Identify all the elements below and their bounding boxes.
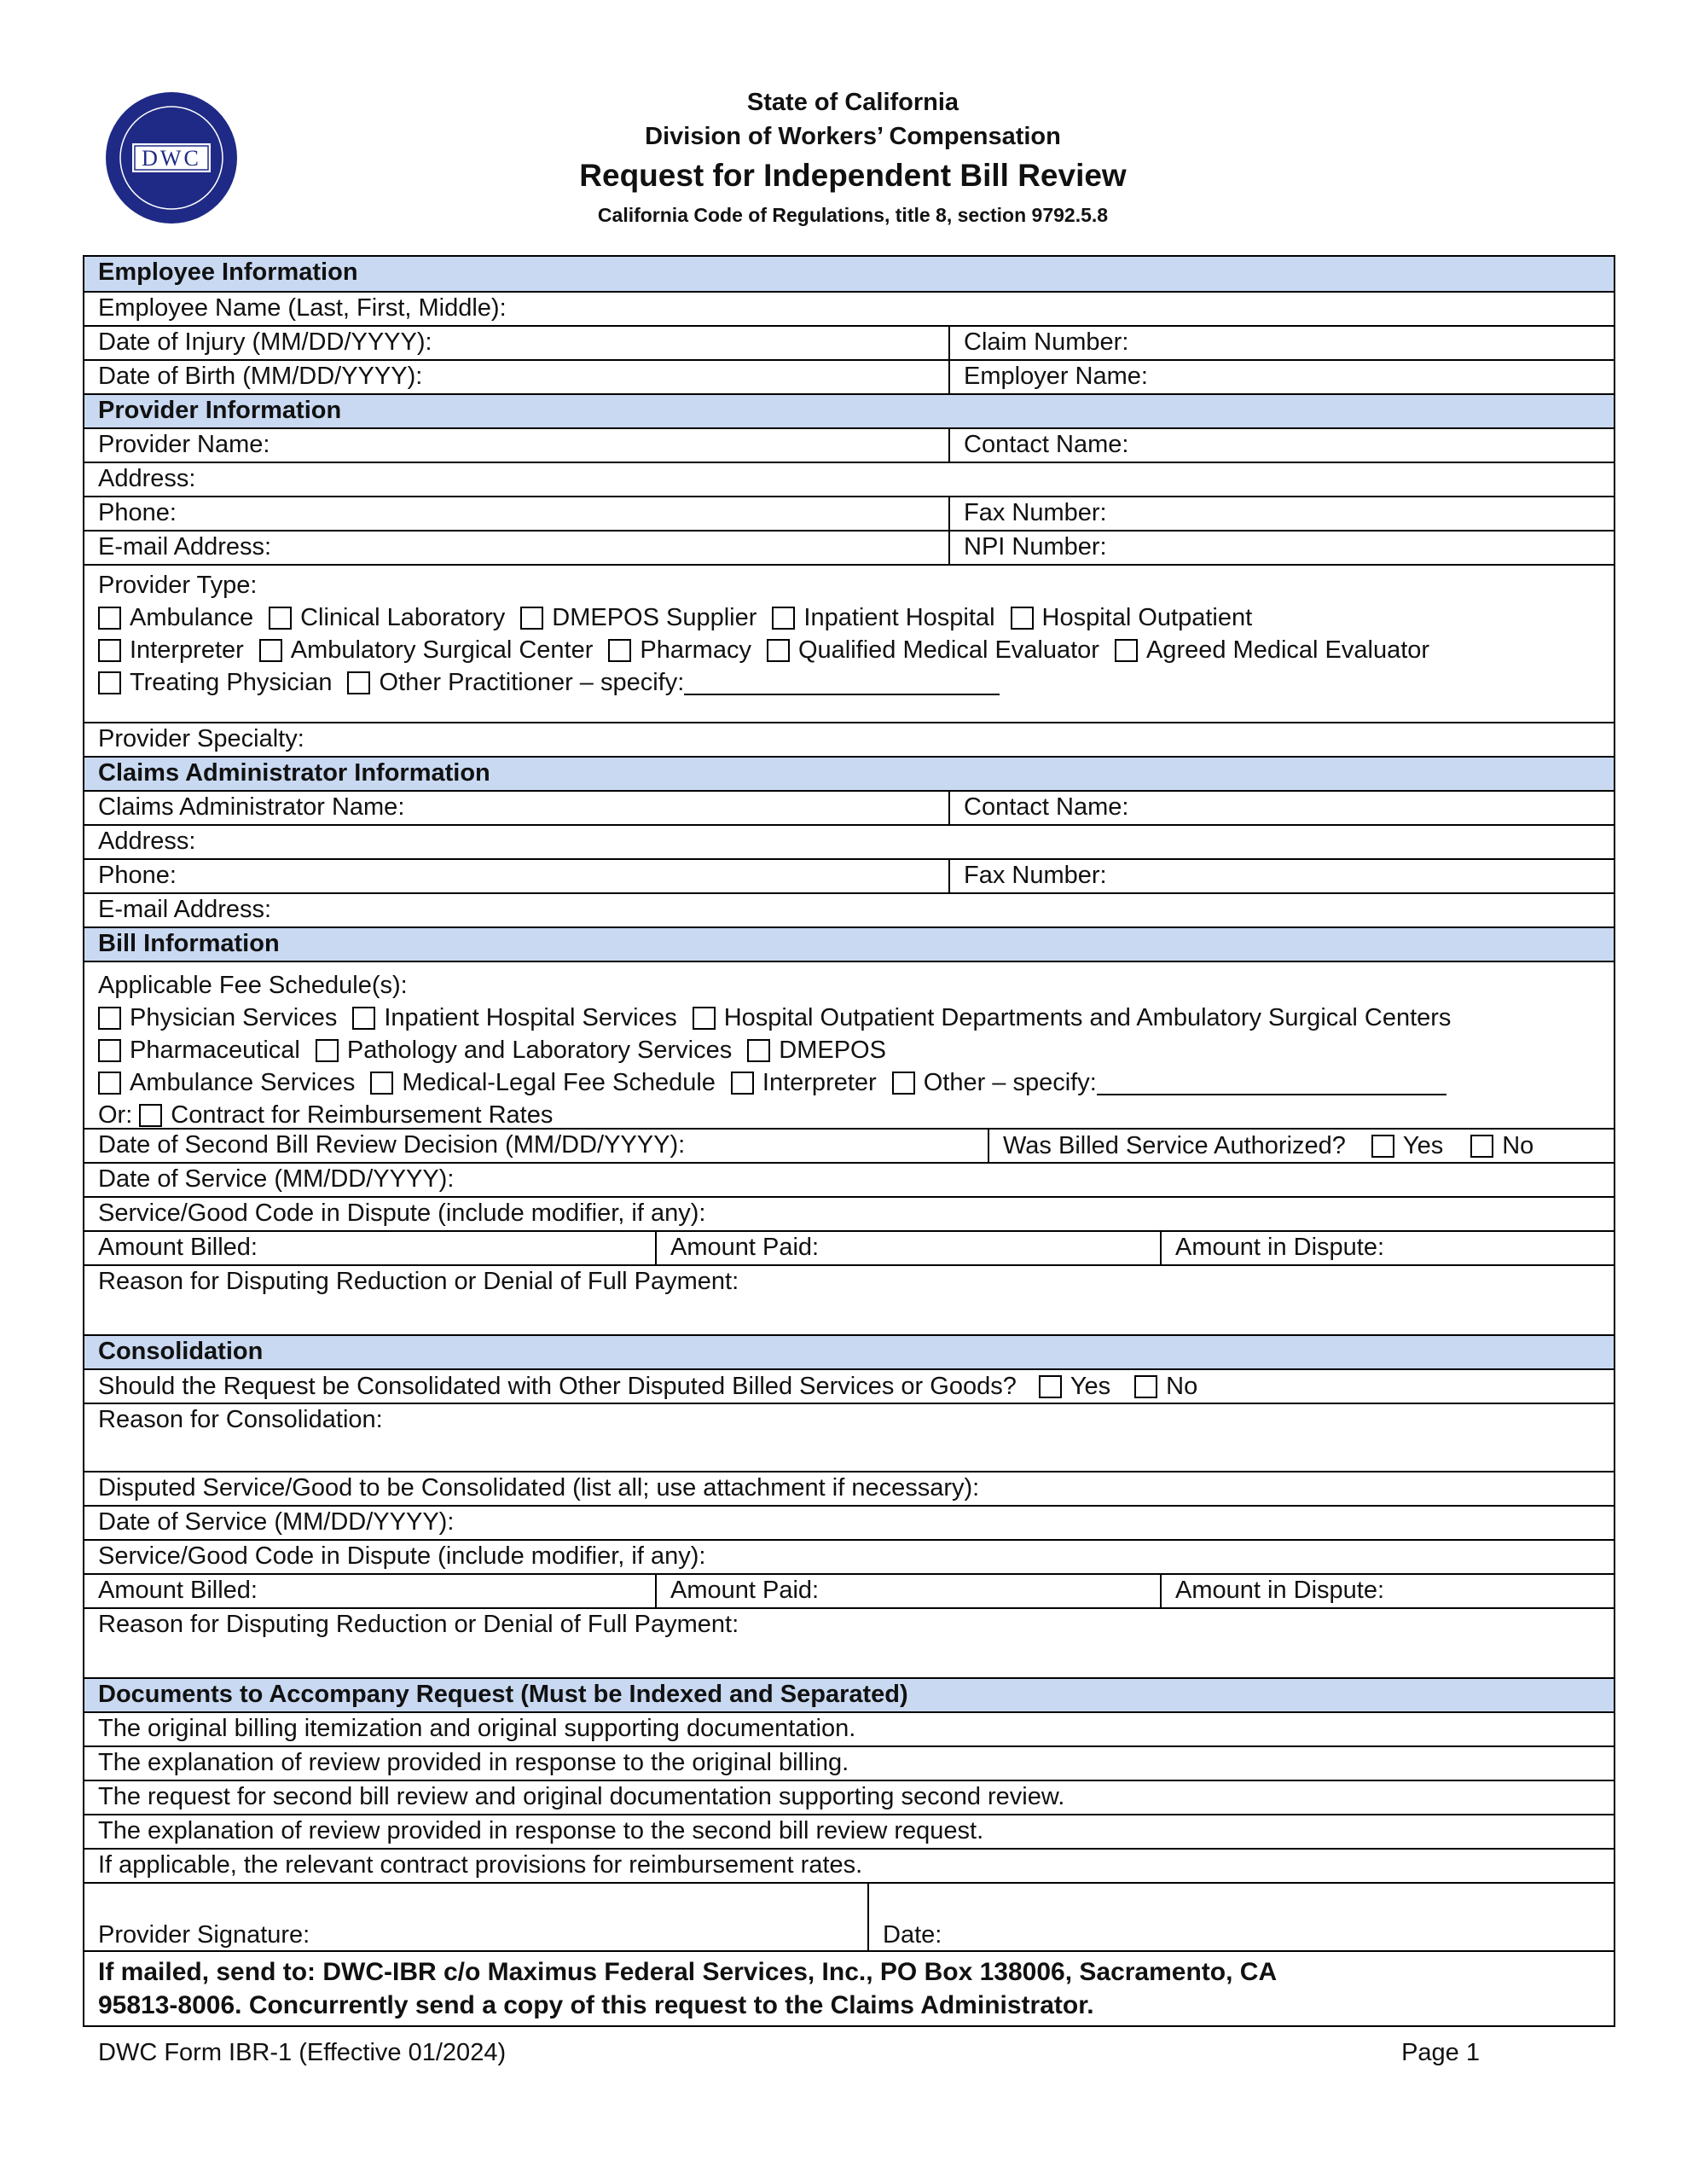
checkbox[interactable] xyxy=(1371,1135,1394,1158)
document-item-text: The original billing itemization and original supporting documentation. xyxy=(98,1715,856,1742)
contract-row xyxy=(98,1099,1600,1131)
specify-line[interactable] xyxy=(1097,1070,1446,1095)
mailing-instructions xyxy=(84,1950,1614,2025)
consolidate-question xyxy=(84,1370,1614,1403)
checkbox[interactable] xyxy=(1134,1375,1157,1398)
claims-admin-email-field[interactable]: E-mail Address: xyxy=(98,896,272,923)
document-item xyxy=(84,1848,1614,1882)
bill-dos-row xyxy=(84,1162,1614,1196)
claims-admin-address-row xyxy=(84,824,1614,858)
option-label: Qualified Medical Evaluator xyxy=(797,636,1099,664)
checkbox[interactable] xyxy=(772,607,795,630)
fee-schedule-row-2 xyxy=(98,1034,1600,1066)
authorized-label: Was Billed Service Authorized? xyxy=(1003,1132,1346,1159)
option-label: Interpreter xyxy=(762,1069,877,1096)
checkbox[interactable] xyxy=(1470,1135,1493,1158)
option-contract-reimbursement[interactable] xyxy=(139,1099,553,1131)
option-clinical-laboratory[interactable] xyxy=(269,601,505,634)
checkbox[interactable] xyxy=(98,1072,121,1095)
claims-admin-phone-field[interactable]: Phone: xyxy=(98,862,177,889)
provider-specialty-field[interactable]: Provider Specialty: xyxy=(98,725,304,752)
option-label: Agreed Medical Evaluator xyxy=(1145,636,1430,664)
section-employee-information xyxy=(84,257,1614,291)
option-label: Ambulatory Surgical Center xyxy=(290,636,594,664)
claims-admin-contact-field[interactable]: Contact Name: xyxy=(948,792,1614,824)
checkbox[interactable] xyxy=(98,1039,121,1062)
option-label: Hospital Outpatient xyxy=(1041,604,1253,631)
section-bill-information xyxy=(84,926,1614,961)
consolidate-yes[interactable] xyxy=(1039,1371,1110,1402)
option-medical-legal[interactable] xyxy=(370,1066,716,1099)
consolidation-reason-field[interactable]: Reason for Consolidation: xyxy=(98,1406,383,1433)
fee-schedule-row-1 xyxy=(98,1002,1600,1034)
injury-claim-row xyxy=(84,325,1614,359)
section-consolidation xyxy=(84,1334,1614,1368)
option-label: DMEPOS Supplier xyxy=(552,604,757,631)
consolidation-service-code-field[interactable]: Service/Good Code in Dispute (include modifier, if any): xyxy=(98,1542,706,1570)
claims-admin-email-row xyxy=(84,892,1614,926)
option-other-fee[interactable] xyxy=(892,1066,1446,1099)
option-hospital-outpatient[interactable] xyxy=(1011,601,1253,634)
option-qualified-medical-evaluator[interactable] xyxy=(767,634,1099,666)
bill-code-row xyxy=(84,1196,1614,1230)
option-label: No xyxy=(1502,1132,1534,1159)
option-physician-services[interactable] xyxy=(98,1002,337,1034)
employer-name-field[interactable]: Employer Name: xyxy=(948,361,1614,393)
checkbox[interactable] xyxy=(98,1007,121,1030)
mailing-line-1: If mailed, send to: DWC-IBR c/o Maximus Federal Services, Inc., PO Box 138006, Sacramento, CA xyxy=(98,1958,1278,1986)
document-item-text: The explanation of review provided in response to the second bill review request. xyxy=(98,1817,984,1844)
provider-type-row-1 xyxy=(98,601,1600,634)
checkbox[interactable] xyxy=(608,639,631,662)
checkbox[interactable] xyxy=(1039,1375,1062,1398)
option-label: Hospital Outpatient Departments and Ambulatory Surgical Centers xyxy=(723,1004,1452,1031)
fee-schedule-row-3 xyxy=(98,1066,1600,1099)
or-label: Or: xyxy=(98,1101,133,1129)
signature-row xyxy=(84,1882,1614,1950)
authorized-question xyxy=(988,1130,1614,1162)
checkbox[interactable] xyxy=(259,639,282,662)
logo-text: DWC xyxy=(142,146,201,171)
option-label: Pharmacy xyxy=(640,636,751,664)
second-review-row xyxy=(84,1128,1614,1162)
option-label: Inpatient Hospital Services xyxy=(384,1004,677,1031)
division-title: Division of Workers’ Compensation xyxy=(645,123,1061,150)
consolidation-amount-paid-field[interactable]: Amount Paid: xyxy=(655,1575,1160,1607)
document-item-text: The explanation of review provided in response to the original billing. xyxy=(98,1749,849,1776)
checkbox[interactable] xyxy=(139,1104,162,1127)
state-title: State of California xyxy=(746,89,959,116)
provider-type-row-2 xyxy=(98,634,1600,666)
section-title: Employee Information xyxy=(98,258,358,286)
option-label: Inpatient Hospital xyxy=(803,604,995,631)
form-title: Request for Independent Bill Review xyxy=(579,158,1127,193)
date-of-birth-field[interactable]: Date of Birth (MM/DD/YYYY): xyxy=(98,363,423,390)
disputed-consolidated-row xyxy=(84,1471,1614,1505)
consolidation-date-of-service-field[interactable]: Date of Service (MM/DD/YYYY): xyxy=(98,1508,455,1536)
document-item xyxy=(84,1814,1614,1848)
option-inpatient-hospital[interactable] xyxy=(772,601,994,634)
provider-email-field[interactable]: E-mail Address: xyxy=(98,533,272,561)
employee-name-row[interactable] xyxy=(84,291,1614,325)
checkbox[interactable] xyxy=(98,639,121,662)
amount-paid-field[interactable]: Amount Paid: xyxy=(655,1232,1160,1264)
checkbox[interactable] xyxy=(731,1072,754,1095)
consolidation-reason-row xyxy=(84,1403,1614,1471)
document-item xyxy=(84,1780,1614,1814)
dob-employer-row xyxy=(84,359,1614,393)
option-label: Medical-Legal Fee Schedule xyxy=(402,1069,716,1096)
checkbox[interactable] xyxy=(520,607,543,630)
claims-admin-name-field[interactable]: Claims Administrator Name: xyxy=(98,793,405,821)
section-provider-information xyxy=(84,393,1614,427)
option-pharmaceutical[interactable] xyxy=(98,1034,300,1066)
provider-phone-field[interactable]: Phone: xyxy=(98,499,177,526)
document-item xyxy=(84,1711,1614,1745)
option-agreed-medical-evaluator[interactable] xyxy=(1115,634,1429,666)
checkbox[interactable] xyxy=(98,607,121,630)
checkbox[interactable] xyxy=(767,639,790,662)
page-number: Page 1 xyxy=(1401,2039,1480,2066)
provider-type-label: Provider Type: xyxy=(98,572,258,599)
option-label: Interpreter xyxy=(130,636,244,664)
bill-amounts-row xyxy=(84,1230,1614,1264)
provider-address-row xyxy=(84,462,1614,496)
disputed-consolidated-field[interactable]: Disputed Service/Good to be Consolidated (list all; use attachment if necessary): xyxy=(98,1474,980,1502)
checkbox[interactable] xyxy=(347,671,370,694)
dwc-logo xyxy=(104,90,239,225)
provider-signature-field[interactable] xyxy=(84,1884,867,1950)
option-label: Other – specify: xyxy=(923,1069,1097,1096)
option-interpreter[interactable] xyxy=(98,634,244,666)
claims-admin-name-row xyxy=(84,790,1614,824)
dispute-reason-field[interactable]: Reason for Disputing Reduction or Denial of Full Payment: xyxy=(98,1268,739,1295)
option-pathology-laboratory[interactable] xyxy=(316,1034,732,1066)
claims-admin-phone-row xyxy=(84,858,1614,892)
section-documents xyxy=(84,1677,1614,1711)
date-of-injury-field[interactable]: Date of Injury (MM/DD/YYYY): xyxy=(98,328,432,356)
option-label: Pathology and Laboratory Services xyxy=(346,1037,733,1064)
consolidation-reason2-row xyxy=(84,1607,1614,1677)
provider-email-row xyxy=(84,530,1614,564)
provider-contact-row xyxy=(84,427,1614,462)
amount-in-dispute-field[interactable]: Amount in Dispute: xyxy=(1160,1232,1614,1264)
option-dmepos[interactable] xyxy=(747,1034,886,1066)
authorized-yes[interactable] xyxy=(1371,1130,1443,1161)
checkbox[interactable] xyxy=(370,1072,393,1095)
option-label: Yes xyxy=(1402,1132,1444,1159)
option-label: Clinical Laboratory xyxy=(300,604,506,631)
ibr-form xyxy=(83,255,1615,2027)
checkbox[interactable] xyxy=(1115,639,1138,662)
option-label: Physician Services xyxy=(130,1004,338,1031)
mailing-line-2: 95813-8006. Concurrently send a copy of this request to the Claims Administrator. xyxy=(98,1991,1094,2019)
option-ambulatory-surgical-center[interactable] xyxy=(259,634,594,666)
consolidate-no[interactable] xyxy=(1134,1371,1197,1402)
service-code-field[interactable]: Service/Good Code in Dispute (include modifier, if any): xyxy=(98,1199,706,1227)
checkbox[interactable] xyxy=(316,1039,339,1062)
claims-admin-fax-field[interactable]: Fax Number: xyxy=(948,860,1614,892)
checkbox[interactable] xyxy=(693,1007,716,1030)
provider-specialty-row xyxy=(84,722,1614,756)
option-interpreter-fee[interactable] xyxy=(731,1066,877,1099)
option-hospital-outpatient-departments[interactable] xyxy=(693,1002,1452,1034)
date-of-service-field[interactable]: Date of Service (MM/DD/YYYY): xyxy=(98,1165,455,1193)
document-item xyxy=(84,1745,1614,1780)
second-review-date-field[interactable]: Date of Second Bill Review Decision (MM/DD/YYYY): xyxy=(98,1131,686,1159)
option-dmepos-supplier[interactable] xyxy=(520,601,757,634)
consolidation-amount-billed-field[interactable]: Amount Billed: xyxy=(98,1577,258,1604)
checkbox[interactable] xyxy=(352,1007,375,1030)
section-title: Consolidation xyxy=(98,1338,264,1365)
option-label: No xyxy=(1166,1373,1198,1400)
option-label: Ambulance xyxy=(130,604,254,631)
checkbox[interactable] xyxy=(98,671,121,694)
consolidation-dispute-reason-field[interactable]: Reason for Disputing Reduction or Denial of Full Payment: xyxy=(98,1611,739,1638)
specify-line[interactable] xyxy=(684,670,1000,695)
option-pharmacy[interactable] xyxy=(608,634,751,666)
consolidation-amounts-row xyxy=(84,1573,1614,1607)
provider-phone-row xyxy=(84,496,1614,530)
provider-address-field[interactable]: Address: xyxy=(98,465,196,492)
option-label: Other Practitioner – specify: xyxy=(379,669,685,696)
regulation-citation: California Code of Regulations, title 8, section 9792.5.8 xyxy=(597,204,1109,226)
option-label: Yes xyxy=(1070,1373,1111,1400)
option-inpatient-hospital-services[interactable] xyxy=(352,1002,676,1034)
document-item-text: If applicable, the relevant contract provisions for reimbursement rates. xyxy=(98,1851,863,1879)
provider-type-block xyxy=(84,564,1614,722)
provider-name-field[interactable]: Provider Name: xyxy=(98,431,270,458)
option-label: Treating Physician xyxy=(130,669,333,696)
checkbox[interactable] xyxy=(1011,607,1034,630)
date-label: Date: xyxy=(883,1921,942,1949)
consolidation-dos-row xyxy=(84,1505,1614,1539)
document-item-text: The request for second bill review and original documentation supporting second review. xyxy=(98,1783,1065,1810)
checkbox[interactable] xyxy=(892,1072,915,1095)
section-title: Bill Information xyxy=(98,930,280,957)
signature-label: Provider Signature: xyxy=(98,1921,310,1949)
signature-date-field[interactable] xyxy=(867,1884,1614,1950)
claim-number-field[interactable]: Claim Number: xyxy=(948,327,1614,359)
provider-contact-name-field[interactable]: Contact Name: xyxy=(948,429,1614,462)
option-label: Contract for Reimbursement Rates xyxy=(171,1101,554,1129)
section-title: Provider Information xyxy=(98,397,342,424)
checkbox[interactable] xyxy=(269,607,292,630)
option-label: DMEPOS xyxy=(779,1037,886,1064)
provider-fax-field[interactable]: Fax Number: xyxy=(948,497,1614,530)
option-label: Pharmaceutical xyxy=(130,1037,300,1064)
amount-billed-field[interactable]: Amount Billed: xyxy=(98,1234,258,1261)
page-footer xyxy=(98,2039,1480,2067)
option-treating-physician[interactable] xyxy=(98,666,332,699)
section-claims-administrator xyxy=(84,756,1614,790)
option-ambulance[interactable] xyxy=(98,601,253,634)
section-title: Documents to Accompany Request (Must be Indexed and Separated) xyxy=(98,1681,908,1708)
consolidation-amount-in-dispute-field[interactable]: Amount in Dispute: xyxy=(1160,1575,1614,1607)
fee-schedule-block xyxy=(84,961,1614,1128)
option-other-practitioner[interactable] xyxy=(347,666,1000,699)
provider-type-row-3 xyxy=(98,666,1600,699)
form-id: DWC Form IBR-1 (Effective 01/2024) xyxy=(98,2039,507,2066)
employee-name-field[interactable]: Employee Name (Last, First, Middle): xyxy=(98,294,507,322)
claims-admin-address-field[interactable]: Address: xyxy=(98,828,196,855)
bill-reason-row xyxy=(84,1264,1614,1334)
authorized-no[interactable] xyxy=(1470,1130,1533,1161)
npi-number-field[interactable]: NPI Number: xyxy=(948,531,1614,564)
checkbox[interactable] xyxy=(747,1039,770,1062)
consolidate-label: Should the Request be Consolidated with Other Disputed Billed Services or Goods? xyxy=(98,1373,1017,1400)
form-header xyxy=(426,85,1279,232)
consolidate-question-row xyxy=(84,1368,1614,1403)
option-ambulance-services[interactable] xyxy=(98,1066,355,1099)
consolidation-code-row xyxy=(84,1539,1614,1573)
option-label: Ambulance Services xyxy=(130,1069,356,1096)
section-title: Claims Administrator Information xyxy=(98,759,490,787)
fee-schedule-label: Applicable Fee Schedule(s): xyxy=(98,972,408,999)
